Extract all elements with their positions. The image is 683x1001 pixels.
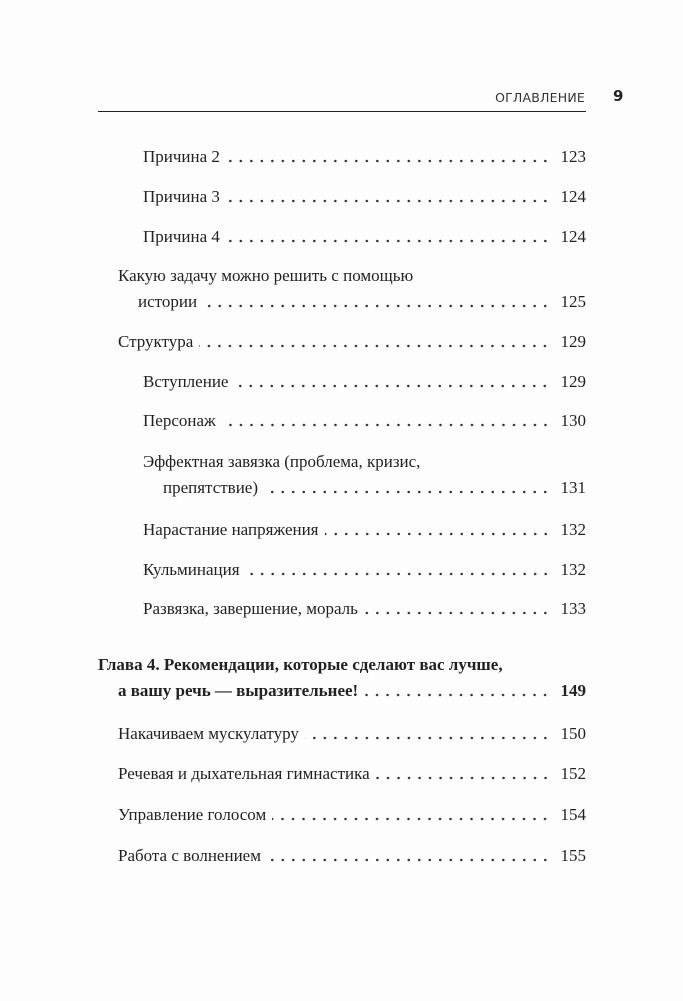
toc-entry-title: Вступление [143, 372, 229, 391]
toc-page-number: 130 [560, 411, 586, 430]
toc-entry-row [143, 184, 586, 210]
toc-entry-title: истории [138, 292, 198, 311]
toc-entry-title: Структура [118, 332, 194, 351]
toc-page-number: 132 [560, 520, 586, 539]
toc-entry-title: Персонаж [143, 411, 216, 430]
toc-page-number: 129 [560, 332, 586, 351]
toc-entry-row [143, 408, 586, 434]
leader-dots [226, 158, 551, 164]
page-number: 9 [613, 87, 624, 105]
leader-dots [364, 610, 551, 616]
toc-entry-title: Нарастание напряжения [143, 520, 319, 539]
leader-dots [364, 692, 550, 698]
toc-page-number: 155 [560, 846, 586, 865]
toc-entry-title: препятствие) [163, 478, 259, 497]
toc-entry-row [143, 475, 586, 501]
leader-dots [267, 857, 551, 863]
toc-page-number: 123 [560, 147, 586, 166]
toc-page-number: 124 [560, 187, 586, 206]
toc-entry-row [118, 843, 586, 869]
toc-entry-title-line: Какую задачу можно решить с помощью [118, 266, 414, 285]
toc-entry-row [143, 369, 586, 395]
toc-entry-row [118, 761, 586, 787]
toc-entry-title: Накачиваем мускулатуру [118, 724, 299, 743]
toc-entry-row [118, 329, 586, 355]
leader-dots [246, 571, 551, 577]
toc-entry-title: Управление голосом [118, 805, 267, 824]
toc-entry-row [143, 557, 586, 583]
toc-entry [118, 802, 586, 828]
leader-dots [325, 531, 551, 537]
toc-entry [118, 263, 586, 315]
toc-entry-title-line: Эффектная завязка (проблема, кризис, [143, 452, 421, 471]
toc-entry-row [98, 678, 586, 704]
toc-entry-title: Причина 2 [143, 147, 220, 166]
toc-entry [118, 761, 586, 787]
toc-entry [118, 721, 586, 747]
toc-page-number: 154 [560, 805, 586, 824]
leader-dots [376, 775, 551, 781]
toc-entry-row [118, 802, 586, 828]
toc-entry [143, 369, 586, 395]
toc-page-number: 150 [560, 724, 586, 743]
toc-entry-title: Причина 4 [143, 227, 220, 246]
toc-entry-title: а вашу речь — выразительнее! [118, 681, 359, 700]
toc-entry-row [143, 517, 586, 543]
leader-dots [264, 489, 550, 495]
header-rule [98, 111, 586, 112]
leader-dots [203, 303, 550, 309]
toc-entry [143, 184, 586, 210]
running-header-title: ОГЛАВЛЕНИЕ [495, 90, 585, 105]
leader-dots [234, 383, 550, 389]
toc-entry [118, 329, 586, 355]
toc-entry-row [143, 224, 586, 250]
toc-entry-title: Причина 3 [143, 187, 220, 206]
toc-entry-title-line: Глава 4. Рекомендации, которые сделают вас лучше, [98, 655, 503, 674]
toc-page-number: 152 [560, 764, 586, 783]
toc-page-number: 132 [560, 560, 586, 579]
toc-page-number: 125 [560, 292, 586, 311]
toc-page-number: 124 [560, 227, 586, 246]
toc-entry [143, 144, 586, 170]
leader-dots [226, 198, 551, 204]
toc-entry [143, 224, 586, 250]
toc-entry [143, 449, 586, 501]
toc-entry [98, 652, 586, 704]
toc-entry [143, 557, 586, 583]
toc-entry-title: Развязка, завершение, мораль [143, 599, 358, 618]
leader-dots [305, 735, 551, 741]
toc-entry-title: Кульминация [143, 560, 240, 579]
toc-entry-row [118, 721, 586, 747]
toc-entry-row [143, 596, 586, 622]
leader-dots [222, 422, 551, 428]
toc-entry-row [118, 289, 586, 315]
toc-entry-title: Работа с волнением [118, 846, 261, 865]
toc-entry [118, 843, 586, 869]
toc-page-number: 129 [560, 372, 586, 391]
leader-dots [199, 343, 550, 349]
toc-entry-row [143, 144, 586, 170]
toc-entry [143, 517, 586, 543]
toc-page-number: 149 [560, 681, 586, 700]
leader-dots [226, 238, 551, 244]
toc-page-number: 131 [560, 478, 586, 497]
toc-page-number: 133 [560, 599, 586, 618]
leader-dots [272, 816, 550, 822]
toc-entry [143, 596, 586, 622]
toc-entry-title: Речевая и дыхательная гимнастика [118, 764, 370, 783]
toc-entry [143, 408, 586, 434]
